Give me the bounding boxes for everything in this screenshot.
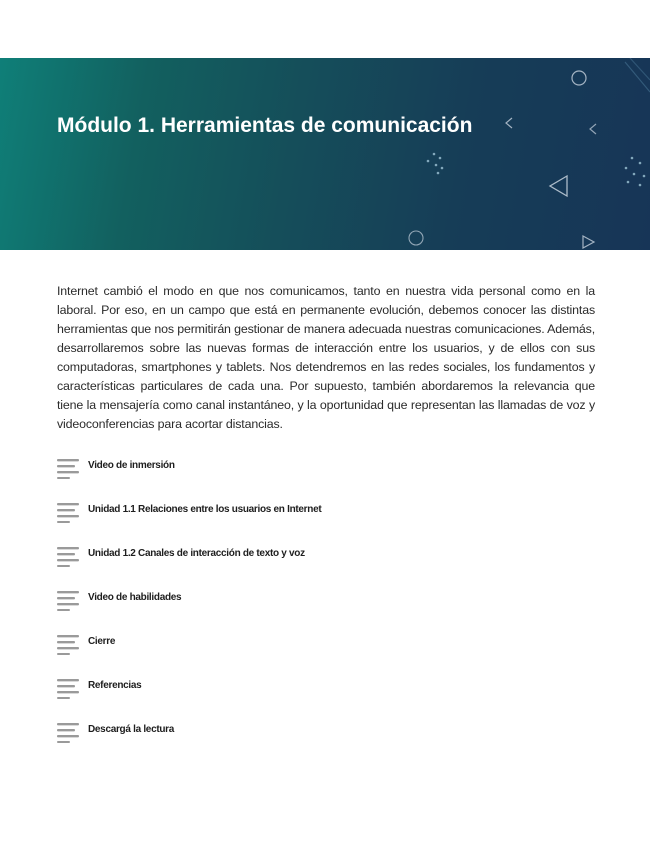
list-item-cierre[interactable] xyxy=(57,631,597,675)
menu-lines-icon xyxy=(57,457,79,479)
banner-decoration xyxy=(0,58,650,250)
intro-paragraph: Internet cambió el modo en que nos comunicamos, tanto en nuestra vida personal como en la laboral. Por eso, en un campo que está en permanente evolución, debemos conocer las distintas herramientas que nos permitirán gestionar de manera adecuada nuestras comunicaciones. Además, desarrollaremos sobre las nuevas formas de interacción entre los usuarios, y de ellos con sus computadoras, smartphones y tablets. Nos detendremos en las redes sociales, los fundamentos y características particulares de cada una. Por supuesto, también abordaremos la relevancia que tiene la mensajería como canal instantáneo, y la oportunidad que representan las llamadas de voz y videoconferencias para acortar distancias. xyxy=(57,284,595,431)
menu-lines-icon xyxy=(57,545,79,567)
module-banner xyxy=(0,58,650,250)
list-item-label: Descargá la lectura xyxy=(88,724,175,735)
module-contents-list xyxy=(57,455,597,763)
list-item-label: Video de habilidades xyxy=(88,592,182,603)
menu-lines-icon xyxy=(57,721,79,743)
menu-lines-icon xyxy=(57,589,79,611)
page-title: Módulo 1. Herramientas de comunicación xyxy=(57,114,473,137)
list-item-video-habilidades[interactable] xyxy=(57,587,597,631)
menu-lines-icon xyxy=(57,633,79,655)
list-item-referencias[interactable] xyxy=(57,675,597,719)
list-item-label: Unidad 1.2 Canales de interacción de texto y voz xyxy=(88,548,305,559)
menu-lines-icon xyxy=(57,501,79,523)
menu-lines-icon xyxy=(57,677,79,699)
list-item-label: Referencias xyxy=(88,680,142,691)
list-item-video-inmersion[interactable] xyxy=(57,455,597,499)
list-item-unidad-1-2[interactable] xyxy=(57,543,597,587)
list-item-label: Unidad 1.1 Relaciones entre los usuarios en Internet xyxy=(88,504,322,515)
list-item-label: Cierre xyxy=(88,636,116,647)
list-item-descarga-lectura[interactable] xyxy=(57,719,597,763)
list-item-unidad-1-1[interactable] xyxy=(57,499,597,543)
list-item-label: Video de inmersión xyxy=(88,460,175,471)
